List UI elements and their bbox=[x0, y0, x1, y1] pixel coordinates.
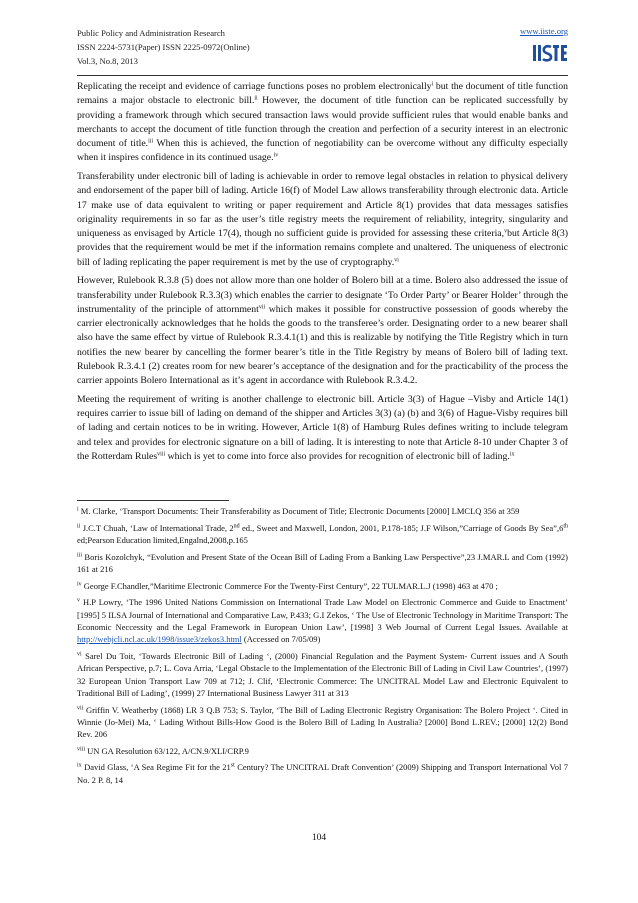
issn-line: ISSN 2224-5731(Paper) ISSN 2225-0972(Online) bbox=[77, 42, 250, 52]
text-run: which is yet to come into force also provides for recognition of electronic bill of lading. bbox=[165, 450, 510, 462]
body-paragraph bbox=[77, 393, 568, 464]
note-marker: ix bbox=[509, 451, 515, 458]
note-marker: iv bbox=[77, 581, 82, 588]
journal-url-link[interactable]: www.iiste.org bbox=[520, 26, 568, 36]
footnote bbox=[77, 650, 568, 699]
text-run: David Glass, ‘A Sea Regime Fit for the 21 bbox=[81, 762, 231, 773]
text-run: ed., Sweet and Maxwell, London, 2001, P.178-185; J.F Wilson,”Carriage of Goods By Sea”,6 bbox=[239, 522, 564, 533]
note-marker: iii bbox=[77, 552, 83, 559]
text-run: but Article 8(3) provides that the requirement would be met if the information remains complete and unaltered. The uniqueness of electronic bill of lading replicating the paper requirement is met by the use of cryptography. bbox=[77, 228, 568, 268]
footnote bbox=[77, 596, 568, 645]
text-run: Century? The UNCITRAL Draft Convention’ (2009) Shipping and Transport International Vol 7 No. 2 P. 8, 14 bbox=[77, 762, 568, 785]
body-paragraph bbox=[77, 170, 568, 270]
footnotes bbox=[77, 505, 568, 790]
note-marker: v bbox=[77, 597, 80, 604]
note-marker: vii bbox=[258, 304, 266, 311]
body-paragraph bbox=[77, 274, 568, 388]
text-run: (Accessed on 7/05/09) bbox=[241, 634, 321, 645]
note-marker: v bbox=[504, 228, 508, 235]
text-run: Griffin V. Weatherby (1868) LR 3 Q.B 753; S. Taylor, ‘The Bill of Lading Electronic Registry Organisation: The Bolero Project ‘. Cited in Winnie (Jo-Mei) Ma, ‘ Lading Without Bills-How Good is the Bolero Bill of Lading In Australia? [2000] Bond L.REV.; [2000] 12(2) Bond Rev. 206 bbox=[77, 704, 568, 740]
note-marker: vi bbox=[394, 257, 399, 264]
text-run: When this is achieved, the function of negotiability can be overcome without any difficulty especially when it inspires confidence in its continued usage. bbox=[77, 138, 568, 164]
note-marker: ix bbox=[77, 762, 82, 769]
text-run: but the document of title function remains a major obstacle to electronic bill. bbox=[77, 81, 568, 107]
text-run: Meeting the requirement of writing is another challenge to electronic bill. Article 3(3) of Hague –Visby and Article 14(1) requires carrier to issue bill of lading on demand of the shipper and Articles 3(3) (a) (b) and 3(6) of Hague-Visby requires bill of lading and certain notices to be in writing. However, Article 1(8) of Hamburg Rules defines writing to include telegram and telex and provides for electronic signature on a bill of lading. It is interesting to note that Article 8-10 under Chapter 3 of the Rotterdam Rules bbox=[77, 393, 568, 462]
text-run: However, Rulebook R.3.8 (5) does not allow more than one holder of Bolero bill at a time. Bolero also addressed the issue of transferability under Rulebook R.3.3(3) which enables the carrier to designate ‘To Order Party’ or Bearer Holder’ through the instrumentality of the principle of attornment bbox=[77, 275, 568, 315]
text-run: which makes it possible for constructive possession of goods whereby the carrier electronically acknowledges that he holds the goods to the transferee’s order. Designating order to a new bearer shall also have the same effect by virtue of Rulebook R.3.4.1(1) and this is realizable by notifying the Title Registry which in turn notifies the new bearer by cancelling the former bearer’s title in the Title Registry by means of Bolero bill of lading text. Rulebook R.3.4.1 (2) creates room for new bearer’s acceptance of the designation and for the practicability of the process the carrier appoints Bolero International as it’s agent in accordance with Rulebook R.3.4.2. bbox=[77, 303, 568, 387]
text-run: Sarel Du Toit, ‘Towards Electronic Bill of Lading ‘, (2000) Financial Regulation and the Payment System- Current issues and A South African Perspective, p.7; L. Cova Arria, ‘Legal Obstacle to the Implementation of the Electronic Bill of Lading in Civil Law Countries’, (1997) 32 European Union Transport Law 709 at 712; J. Clif, ‘Electronic Commerce: The UNCITRAL Model Law and Electronic Equivalent to Traditional Bill of Lading’, (1999) 27 International Business Lawyer 311 at 313 bbox=[77, 650, 568, 698]
footnote bbox=[77, 551, 568, 576]
note-marker: vii bbox=[77, 705, 84, 711]
footnote bbox=[77, 505, 568, 517]
header-rule bbox=[77, 75, 568, 76]
note-marker: viii bbox=[157, 451, 166, 458]
page-number: 104 bbox=[311, 833, 327, 843]
footnote bbox=[77, 580, 568, 592]
note-marker: iii bbox=[148, 138, 154, 145]
text-run: UN GA Resolution 63/122, A/CN.9/XLI/CRP.9 bbox=[85, 745, 249, 756]
note-marker: i bbox=[431, 81, 434, 88]
text-run: M. Clarke, ‘Transport Documents: Their Transferability as Document of Title; Electronic Documents [2000] LMCLQ 356 at 359 bbox=[78, 506, 520, 516]
footnote bbox=[77, 522, 568, 547]
note-marker: iv bbox=[273, 152, 279, 159]
note-marker: nd bbox=[233, 523, 240, 530]
volume-line: Vol.3, No.8, 2013 bbox=[77, 56, 138, 66]
text-run: George F.Chandler,”Maritime Electronic Commerce For the Twenty-First Century”, 22 TULMAR.L.J (1998) 463 at 470 ; bbox=[81, 580, 498, 591]
text-run: H.P Lowry, ‘The 1996 United Nations Commission on International Trade Law Model on Electronic Commerce and Guide to Enactment’ [1995] 5 ILSA Journal of International and Comparative Law, P.433; G.I Zekos, ‘ The Use of Electronic Technology in Maritime Transport: The Economic Neccessity and the Legal Framework in European Union Law’, [1998] 3 Web Journal of Current Legal Issues. Available at bbox=[77, 597, 568, 632]
footnote-separator bbox=[77, 500, 229, 501]
note-marker: i bbox=[77, 506, 79, 513]
text-run: J.C.T Chuah, ‘Law of International Trade, 2 bbox=[80, 522, 234, 533]
note-marker: viii bbox=[77, 746, 86, 753]
body-text bbox=[77, 80, 568, 468]
note-marker: st bbox=[230, 762, 235, 769]
note-marker: ii bbox=[77, 523, 81, 530]
text-run: However, the document of title function can be replicated successfully by providing a framework through which secured transaction laws would provide sufficient rules that would enable banks and merchants to accept the document of title function through the creation and perfection of a security interest in an electronic document of title. bbox=[77, 95, 568, 150]
note-marker: th bbox=[563, 523, 568, 530]
body-paragraph bbox=[77, 80, 568, 166]
footnote bbox=[77, 761, 568, 786]
footnote bbox=[77, 745, 568, 757]
footnote bbox=[77, 704, 568, 741]
note-marker: ii bbox=[254, 95, 258, 102]
note-marker: vi bbox=[77, 651, 82, 658]
text-run: Replicating the receipt and evidence of carriage functions poses no problem electronically bbox=[77, 81, 432, 92]
text-run: Transferability under electronic bill of lading is achievable in order to remove legal obstacles in relation to physical delivery and endorsement of the paper bill of lading. Article 16(f) of Model Law allows transferability through electronic data. Article 17 make use of data equivalent to writing or paper requirement and Article 8(1) provides that data messages satisfies originality requirements in so far as the user’s title registry meets the requirement of reliability, integrity, singularity and uniqueness as envisaged by Article 17(4), though no sufficient guide is provided for assessing these criteria, bbox=[77, 170, 568, 240]
iiste-logo bbox=[532, 42, 568, 64]
running-header bbox=[77, 26, 250, 68]
text-run: ed;Pearson Education limited,Engalnd,2008,p.165 bbox=[77, 534, 248, 545]
journal-name: Public Policy and Administration Research bbox=[77, 28, 225, 38]
reference-link[interactable]: http://webjcli.ncl.ac.uk/1998/issue3/zekos3.html bbox=[77, 634, 242, 645]
text-run: Boris Kozolchyk, “Evolution and Present State of the Ocean Bill of Lading From a Banking Law Perspective”,23 J.MAR.L and Com (1992) 161 at 216 bbox=[77, 551, 568, 574]
